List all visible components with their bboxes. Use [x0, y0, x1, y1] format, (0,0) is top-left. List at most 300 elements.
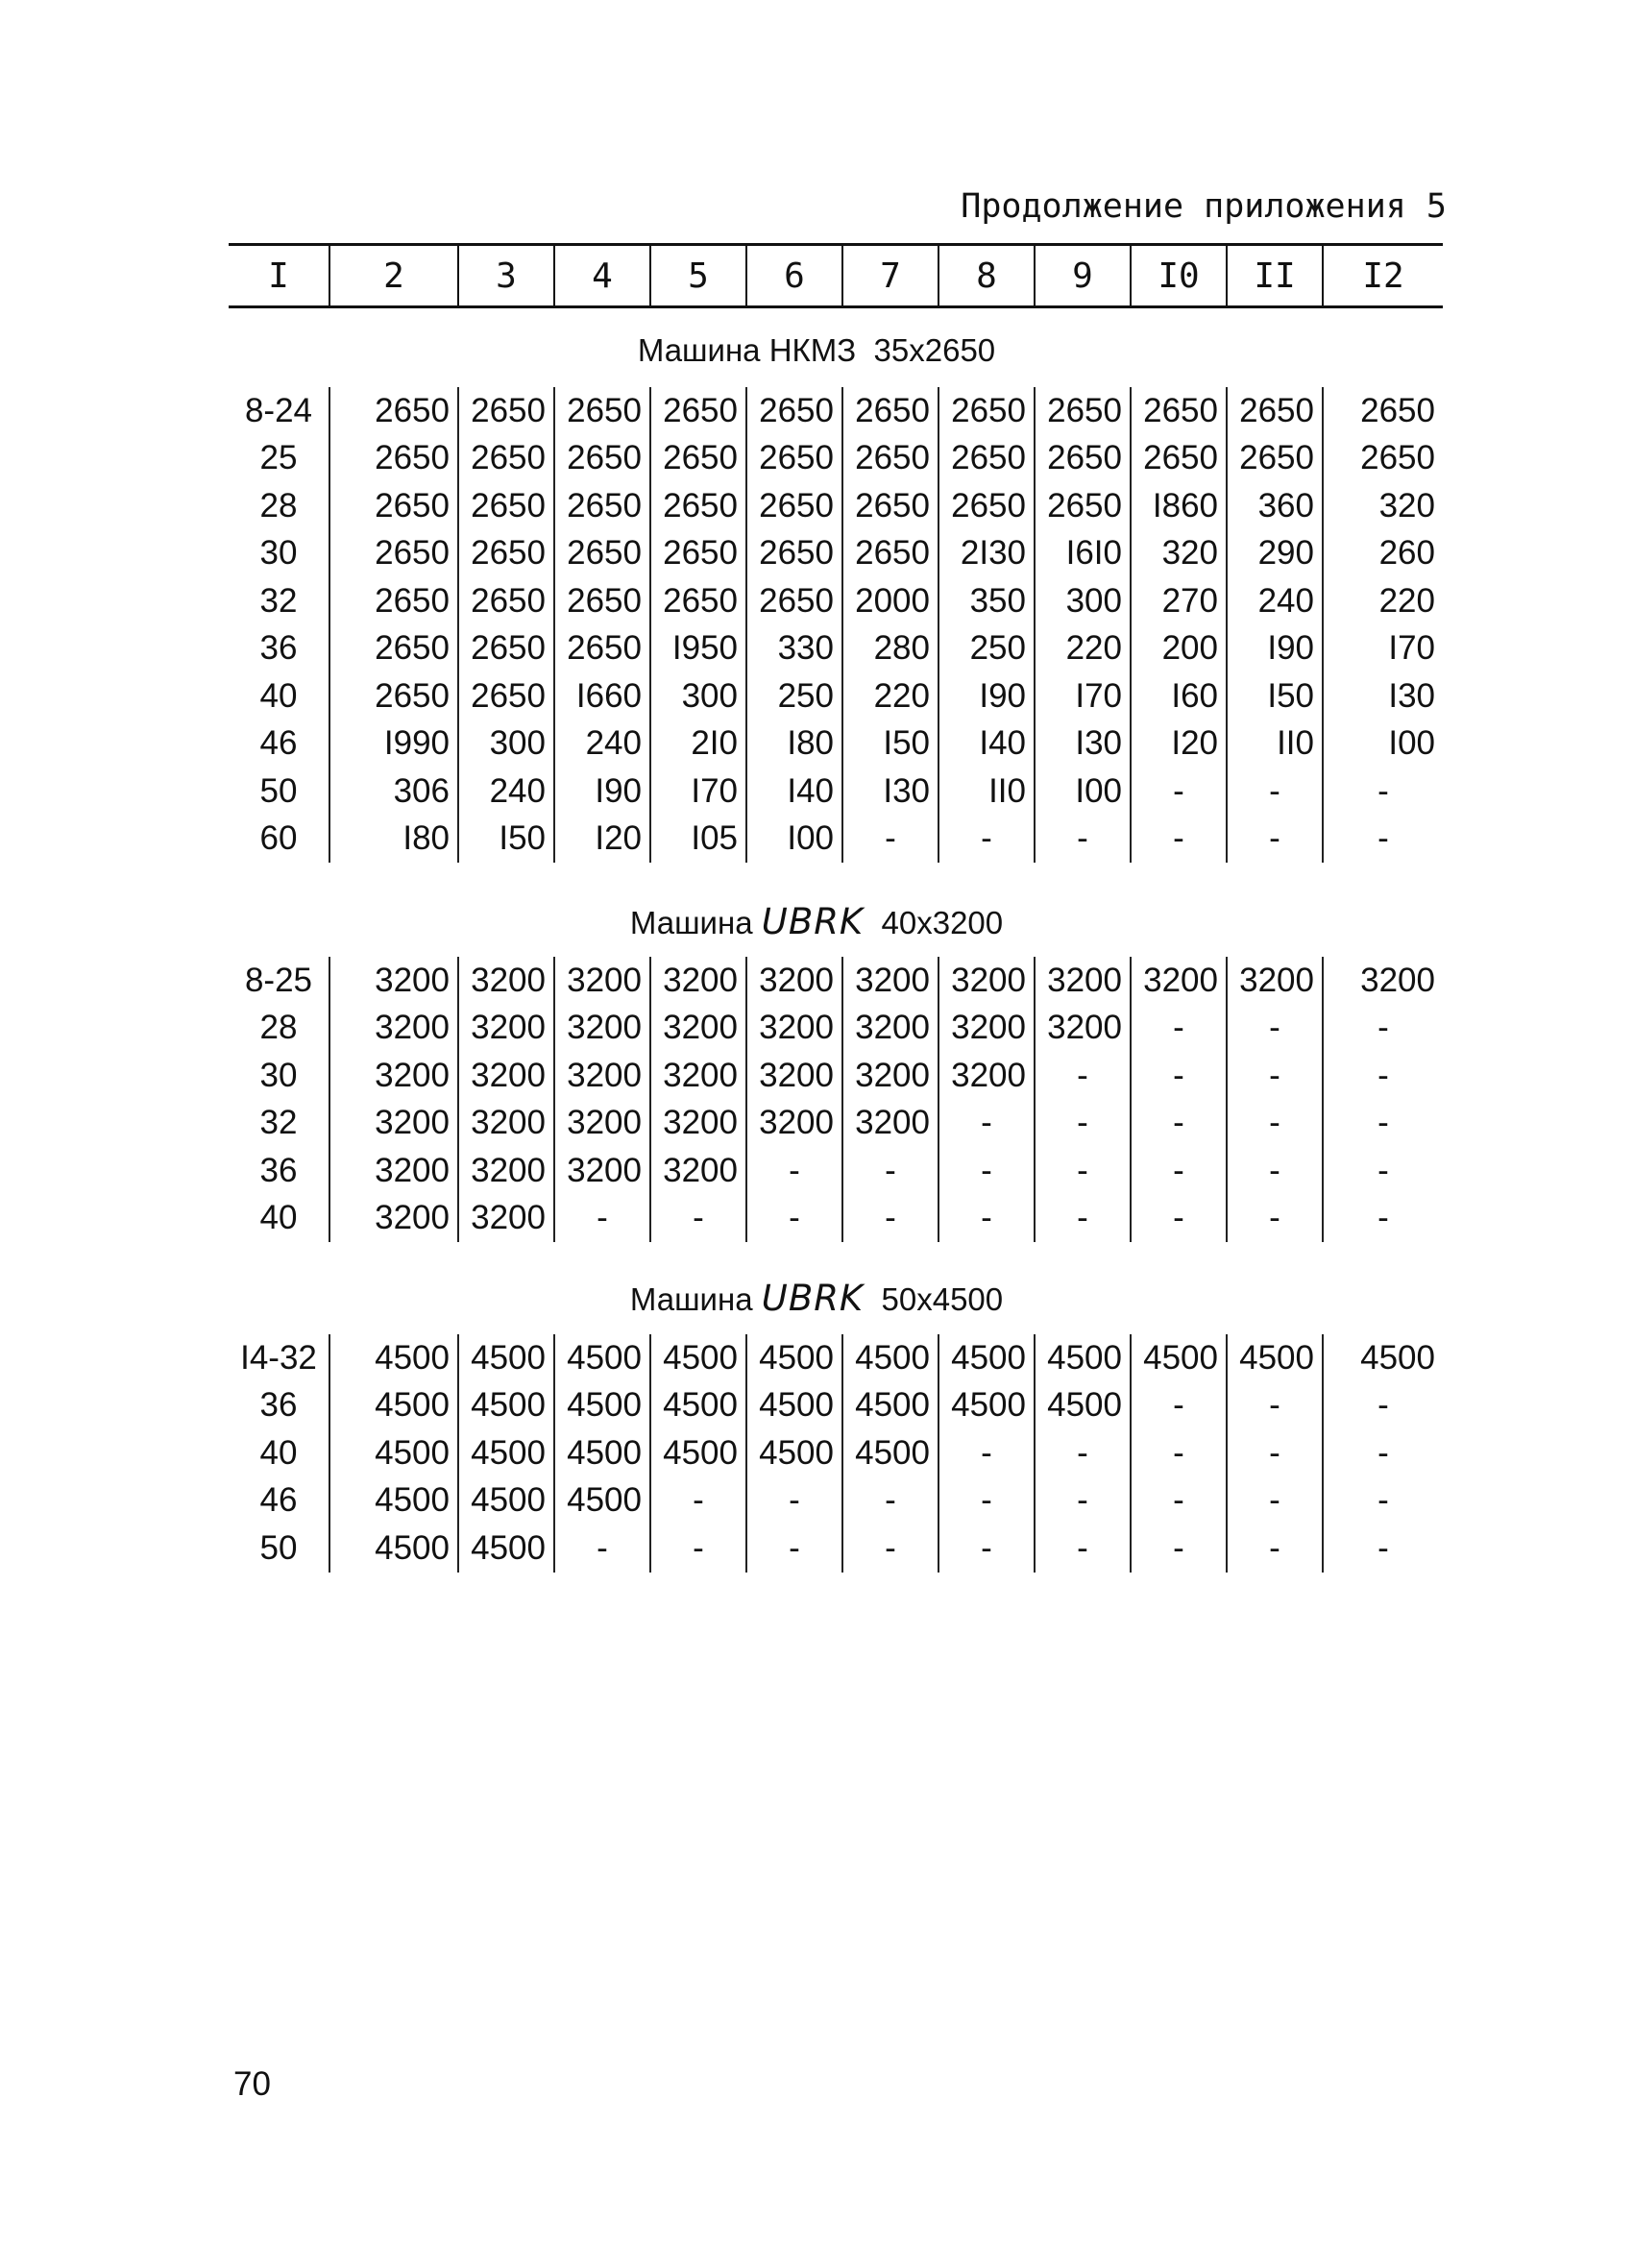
- table-cell: 290: [1227, 530, 1323, 578]
- row-label: 46: [259, 724, 298, 763]
- table-cell: 3200: [1035, 957, 1131, 1005]
- table-cell: 4500: [842, 1334, 938, 1382]
- row-label: 50: [259, 1528, 298, 1567]
- table-cell: I90: [938, 672, 1035, 720]
- table-cell: -: [554, 1524, 650, 1573]
- table-row: [229, 482, 1443, 530]
- table-row: [229, 625, 1443, 673]
- table-section-nkmz: [229, 387, 1443, 863]
- header-cell: 7: [842, 245, 938, 307]
- table-cell: -: [650, 1524, 746, 1573]
- table-cell: I30: [1035, 720, 1131, 768]
- table-cell: 2650: [938, 482, 1035, 530]
- row-label: 25: [259, 439, 298, 477]
- table-cell: 4500: [554, 1334, 650, 1382]
- table-cell: -: [1227, 1477, 1323, 1525]
- table-row: [229, 1005, 1443, 1053]
- table-cell: 3200: [554, 1005, 650, 1053]
- row-label: 8-25: [244, 961, 313, 999]
- table-cell: I90: [1227, 625, 1323, 673]
- table-cell: 2650: [554, 530, 650, 578]
- table-cell: -: [1035, 1052, 1131, 1100]
- table-cell: 2650: [329, 435, 458, 483]
- table-cell: -: [842, 1147, 938, 1195]
- table-cell: -: [938, 1100, 1035, 1148]
- table-cell: -: [1227, 1100, 1323, 1148]
- row-label: I4-32: [240, 1338, 317, 1377]
- table-cell: 306: [329, 768, 458, 816]
- table-cell: 2650: [746, 482, 842, 530]
- table-row: [229, 577, 1443, 625]
- table-cell: 250: [938, 625, 1035, 673]
- table-cell: 3200: [554, 957, 650, 1005]
- section-title-model: UBRK: [761, 901, 865, 942]
- table-cell: 3200: [650, 1147, 746, 1195]
- table-cell: 2650: [842, 387, 938, 435]
- table-cell: 2I0: [650, 720, 746, 768]
- table-cell: 2650: [1035, 435, 1131, 483]
- table-cell: 4500: [458, 1382, 554, 1430]
- table-cell: 2650: [329, 530, 458, 578]
- row-label: 40: [259, 1199, 298, 1237]
- table-cell: 3200: [458, 1147, 554, 1195]
- table-cell: -: [938, 1429, 1035, 1477]
- table-cell: I90: [554, 768, 650, 816]
- table-cell: 200: [1131, 625, 1227, 673]
- table-cell: I50: [842, 720, 938, 768]
- table-row: [229, 387, 1443, 435]
- table-cell: -: [554, 1195, 650, 1243]
- table-cell: -: [1035, 1100, 1131, 1148]
- table-cell: 3200: [650, 957, 746, 1005]
- table-cell: 3200: [938, 1052, 1035, 1100]
- table-cell: 3200: [1035, 1005, 1131, 1053]
- table-cell: 3200: [458, 1195, 554, 1243]
- table-cell: I660: [554, 672, 650, 720]
- table-row: [229, 1147, 1443, 1195]
- table-cell: 2650: [842, 435, 938, 483]
- row-label: 32: [259, 581, 298, 620]
- table-cell: I70: [1323, 625, 1443, 673]
- table-cell: -: [1131, 1005, 1227, 1053]
- table-cell: 2650: [554, 435, 650, 483]
- table-cell: 360: [1227, 482, 1323, 530]
- table-cell: 4500: [650, 1334, 746, 1382]
- table-cell: -: [842, 1477, 938, 1525]
- table-cell: -: [1227, 1429, 1323, 1477]
- table-cell: 3200: [458, 957, 554, 1005]
- table-cell: 4500: [650, 1382, 746, 1430]
- table-cell: 260: [1323, 530, 1443, 578]
- table-cell: 2650: [458, 625, 554, 673]
- table-cell: -: [1227, 1382, 1323, 1430]
- table-row: [229, 435, 1443, 483]
- table-cell: -: [1227, 1005, 1323, 1053]
- table-cell: 3200: [746, 1052, 842, 1100]
- table-cell: -: [1323, 768, 1443, 816]
- table-cell: 3200: [650, 1052, 746, 1100]
- table-cell: 4500: [329, 1334, 458, 1382]
- table-cell: I50: [1227, 672, 1323, 720]
- table-cell: I990: [329, 720, 458, 768]
- table-cell: 2I30: [938, 530, 1035, 578]
- table-cell: II0: [938, 768, 1035, 816]
- section-title-model: НКМЗ: [768, 332, 857, 368]
- table-cell: 2650: [938, 387, 1035, 435]
- table-cell: 2650: [746, 577, 842, 625]
- table-cell: 3200: [329, 1005, 458, 1053]
- table-cell: 220: [842, 672, 938, 720]
- table-cell: I30: [1323, 672, 1443, 720]
- table-cell: 2000: [842, 577, 938, 625]
- section-title-prefix: Машина: [629, 905, 753, 940]
- table-cell: I6I0: [1035, 530, 1131, 578]
- table-row: [229, 816, 1443, 864]
- table-cell: -: [1131, 768, 1227, 816]
- table-cell: 3200: [746, 957, 842, 1005]
- row-label: 46: [259, 1481, 298, 1520]
- table-cell: 3200: [650, 1005, 746, 1053]
- section-title-size: 50x4500: [881, 1281, 1004, 1317]
- table-cell: 3200: [842, 1005, 938, 1053]
- table-row: [229, 1524, 1443, 1573]
- table-cell: -: [1131, 1147, 1227, 1195]
- table-cell: 2650: [1227, 387, 1323, 435]
- table-row: [229, 957, 1443, 1005]
- table-cell: 3200: [746, 1100, 842, 1148]
- row-label: 36: [259, 1386, 298, 1425]
- table-cell: 2650: [842, 530, 938, 578]
- table-cell: 2650: [1323, 387, 1443, 435]
- header-cell: I2: [1323, 245, 1443, 307]
- table-cell: 4500: [458, 1524, 554, 1573]
- table-cell: 240: [554, 720, 650, 768]
- table-cell: 2650: [746, 435, 842, 483]
- table-cell: 330: [746, 625, 842, 673]
- table-cell: -: [746, 1477, 842, 1525]
- table-cell: 2650: [329, 672, 458, 720]
- table-cell: 300: [458, 720, 554, 768]
- table-cell: 2650: [1131, 387, 1227, 435]
- table-cell: 2650: [1035, 482, 1131, 530]
- table-cell: -: [1323, 1477, 1443, 1525]
- table-cell: 4500: [458, 1477, 554, 1525]
- table-cell: -: [1131, 1195, 1227, 1243]
- section-title-size: 40x3200: [881, 905, 1004, 940]
- table-cell: 2650: [458, 672, 554, 720]
- table-cell: 2650: [1035, 387, 1131, 435]
- table-cell: -: [1035, 1147, 1131, 1195]
- table-cell: 2650: [650, 577, 746, 625]
- table-cell: -: [842, 1524, 938, 1573]
- row-label: 60: [259, 819, 298, 858]
- table-cell: -: [1323, 1005, 1443, 1053]
- table-cell: 2650: [458, 435, 554, 483]
- table-cell: I60: [1131, 672, 1227, 720]
- table-cell: 300: [1035, 577, 1131, 625]
- table-cell: 3200: [554, 1147, 650, 1195]
- table-cell: 3200: [842, 1100, 938, 1148]
- table-cell: I950: [650, 625, 746, 673]
- table-cell: -: [1227, 1147, 1323, 1195]
- section-title-ubrk-40: [0, 901, 1633, 942]
- table-cell: 3200: [1227, 957, 1323, 1005]
- table-cell: 4500: [1035, 1334, 1131, 1382]
- table-cell: 3200: [329, 1195, 458, 1243]
- table-cell: 4500: [554, 1429, 650, 1477]
- table-cell: -: [938, 1477, 1035, 1525]
- table-cell: 2650: [458, 387, 554, 435]
- table-cell: 2650: [1131, 435, 1227, 483]
- table-row: [229, 1052, 1443, 1100]
- table-cell: -: [1035, 1195, 1131, 1243]
- row-label: 28: [259, 486, 298, 524]
- section-title-ubrk-50: [0, 1278, 1633, 1319]
- table-cell: -: [1131, 1429, 1227, 1477]
- table-cell: 2650: [458, 482, 554, 530]
- table-cell: -: [1323, 1382, 1443, 1430]
- page-number: 70: [233, 2065, 271, 2103]
- table-cell: 3200: [329, 1052, 458, 1100]
- table-cell: I80: [746, 720, 842, 768]
- table-cell: 3200: [458, 1052, 554, 1100]
- table-cell: -: [650, 1195, 746, 1243]
- row-label: 50: [259, 771, 298, 810]
- table-cell: 2650: [938, 435, 1035, 483]
- row-label: 40: [259, 676, 298, 715]
- table-cell: 3200: [650, 1100, 746, 1148]
- table-cell: 4500: [329, 1524, 458, 1573]
- table-cell: -: [1227, 768, 1323, 816]
- table-cell: -: [1323, 1052, 1443, 1100]
- table-cell: 2650: [650, 387, 746, 435]
- header-cell: I: [268, 256, 289, 296]
- table-cell: -: [1131, 816, 1227, 864]
- table-cell: -: [938, 816, 1035, 864]
- table-cell: -: [746, 1524, 842, 1573]
- table-cell: 3200: [1131, 957, 1227, 1005]
- table-cell: 4500: [746, 1382, 842, 1430]
- table-cell: II0: [1227, 720, 1323, 768]
- header-cell: 5: [650, 245, 746, 307]
- table-cell: 320: [1323, 482, 1443, 530]
- table-cell: 3200: [329, 957, 458, 1005]
- row-label: 30: [259, 534, 298, 573]
- table-cell: 4500: [842, 1429, 938, 1477]
- table-cell: -: [938, 1524, 1035, 1573]
- table-cell: 2650: [554, 577, 650, 625]
- table-cell: I00: [1323, 720, 1443, 768]
- table-cell: 4500: [329, 1429, 458, 1477]
- table-cell: 2650: [329, 577, 458, 625]
- table-row: [229, 1100, 1443, 1148]
- table-cell: -: [1227, 1195, 1323, 1243]
- table-cell: 4500: [1227, 1334, 1323, 1382]
- table-cell: -: [1131, 1052, 1227, 1100]
- header-cell: II: [1227, 245, 1323, 307]
- column-number-header: [229, 243, 1443, 308]
- section-title-model: UBRK: [761, 1278, 865, 1319]
- table-cell: 2650: [1227, 435, 1323, 483]
- table-cell: -: [842, 1195, 938, 1243]
- table-cell: 4500: [746, 1334, 842, 1382]
- header-cell: 9: [1035, 245, 1131, 307]
- table-row: [229, 768, 1443, 816]
- table-cell: 280: [842, 625, 938, 673]
- row-label: 36: [259, 629, 298, 668]
- table-cell: 320: [1131, 530, 1227, 578]
- table-cell: 3200: [842, 957, 938, 1005]
- table-row: [229, 1429, 1443, 1477]
- table-row: [229, 1195, 1443, 1243]
- table-cell: 3200: [1323, 957, 1443, 1005]
- header-cell: 2: [329, 245, 458, 307]
- table-cell: -: [746, 1147, 842, 1195]
- row-label: 30: [259, 1056, 298, 1094]
- table-cell: I40: [938, 720, 1035, 768]
- table-cell: -: [1035, 816, 1131, 864]
- table-cell: -: [1035, 1477, 1131, 1525]
- table-cell: 3200: [554, 1052, 650, 1100]
- table-cell: -: [938, 1147, 1035, 1195]
- table-row: [229, 1334, 1443, 1382]
- table-cell: 2650: [554, 625, 650, 673]
- table-cell: I860: [1131, 482, 1227, 530]
- table-cell: 4500: [458, 1429, 554, 1477]
- table-row: [229, 1382, 1443, 1430]
- table-cell: 4500: [1131, 1334, 1227, 1382]
- table-cell: 4500: [842, 1382, 938, 1430]
- table-cell: 2650: [329, 387, 458, 435]
- table-cell: 220: [1035, 625, 1131, 673]
- section-title-size: 35x2650: [873, 332, 996, 368]
- table-section-ubrk-40: [229, 957, 1443, 1242]
- table-cell: I00: [746, 816, 842, 864]
- table-cell: 220: [1323, 577, 1443, 625]
- table-cell: -: [1323, 1100, 1443, 1148]
- table-cell: -: [938, 1195, 1035, 1243]
- table-cell: 3200: [746, 1005, 842, 1053]
- table-cell: 2650: [329, 625, 458, 673]
- row-label: 32: [259, 1104, 298, 1142]
- row-label: 40: [259, 1433, 298, 1472]
- table-cell: 3200: [458, 1005, 554, 1053]
- table-cell: -: [1323, 1195, 1443, 1243]
- table-row: [229, 720, 1443, 768]
- section-title-prefix: Машина: [629, 1281, 753, 1317]
- section-title-prefix: Машина: [637, 332, 761, 368]
- table-cell: 2650: [842, 482, 938, 530]
- table-cell: 240: [458, 768, 554, 816]
- table-cell: 4500: [1323, 1334, 1443, 1382]
- table-row: [229, 672, 1443, 720]
- table-cell: -: [1131, 1524, 1227, 1573]
- table-cell: 3200: [329, 1147, 458, 1195]
- table-cell: 240: [1227, 577, 1323, 625]
- section-title-nkmz: [0, 332, 1633, 369]
- table-cell: 4500: [938, 1334, 1035, 1382]
- table-cell: 300: [650, 672, 746, 720]
- table-cell: I70: [650, 768, 746, 816]
- table-cell: 2650: [458, 530, 554, 578]
- table-cell: 4500: [746, 1429, 842, 1477]
- appendix-continuation-caption: Продолжение приложения 5: [961, 187, 1447, 226]
- table-cell: 2650: [554, 387, 650, 435]
- table-cell: I20: [554, 816, 650, 864]
- table-cell: 4500: [554, 1382, 650, 1430]
- table-cell: -: [1323, 816, 1443, 864]
- header-cell: 4: [554, 245, 650, 307]
- table-cell: 4500: [1035, 1382, 1131, 1430]
- row-label: 28: [259, 1009, 298, 1047]
- header-cell: 6: [746, 245, 842, 307]
- table-cell: 4500: [329, 1382, 458, 1430]
- table-cell: -: [1131, 1477, 1227, 1525]
- table-cell: 2650: [650, 482, 746, 530]
- table-cell: 3200: [938, 957, 1035, 1005]
- table-cell: 3200: [458, 1100, 554, 1148]
- table-cell: 4500: [458, 1334, 554, 1382]
- table-cell: 2650: [554, 482, 650, 530]
- table-cell: 4500: [554, 1477, 650, 1525]
- table-cell: 2650: [329, 482, 458, 530]
- row-label: 8-24: [244, 391, 313, 429]
- table-cell: I40: [746, 768, 842, 816]
- table-cell: 4500: [938, 1382, 1035, 1430]
- table-cell: -: [650, 1477, 746, 1525]
- table-cell: 2650: [458, 577, 554, 625]
- table-cell: I05: [650, 816, 746, 864]
- header-cell: 8: [938, 245, 1035, 307]
- table-cell: I50: [458, 816, 554, 864]
- table-cell: 2650: [650, 530, 746, 578]
- table-cell: I30: [842, 768, 938, 816]
- table-cell: -: [1323, 1524, 1443, 1573]
- table-cell: -: [746, 1195, 842, 1243]
- table-cell: I20: [1131, 720, 1227, 768]
- table-cell: 3200: [329, 1100, 458, 1148]
- table-cell: I00: [1035, 768, 1131, 816]
- table-cell: 3200: [554, 1100, 650, 1148]
- table-cell: -: [1131, 1382, 1227, 1430]
- table-row: [229, 1477, 1443, 1525]
- table-cell: 250: [746, 672, 842, 720]
- table-cell: I70: [1035, 672, 1131, 720]
- table-cell: -: [1131, 1100, 1227, 1148]
- table-cell: -: [1227, 816, 1323, 864]
- table-cell: 4500: [329, 1477, 458, 1525]
- table-cell: 2650: [650, 435, 746, 483]
- header-row: [229, 245, 1443, 307]
- table-cell: 2650: [1323, 435, 1443, 483]
- table-cell: -: [1323, 1429, 1443, 1477]
- table-cell: 3200: [938, 1005, 1035, 1053]
- table-cell: -: [1227, 1052, 1323, 1100]
- table-section-ubrk-50: [229, 1334, 1443, 1573]
- table-cell: 2650: [746, 530, 842, 578]
- header-cell: 3: [458, 245, 554, 307]
- table-cell: -: [1227, 1524, 1323, 1573]
- table-cell: -: [1323, 1147, 1443, 1195]
- row-label: 36: [259, 1151, 298, 1189]
- table-cell: 350: [938, 577, 1035, 625]
- table-cell: -: [1035, 1429, 1131, 1477]
- table-cell: -: [842, 816, 938, 864]
- table-row: [229, 530, 1443, 578]
- table-cell: 3200: [842, 1052, 938, 1100]
- table-cell: -: [1035, 1524, 1131, 1573]
- table-cell: I80: [329, 816, 458, 864]
